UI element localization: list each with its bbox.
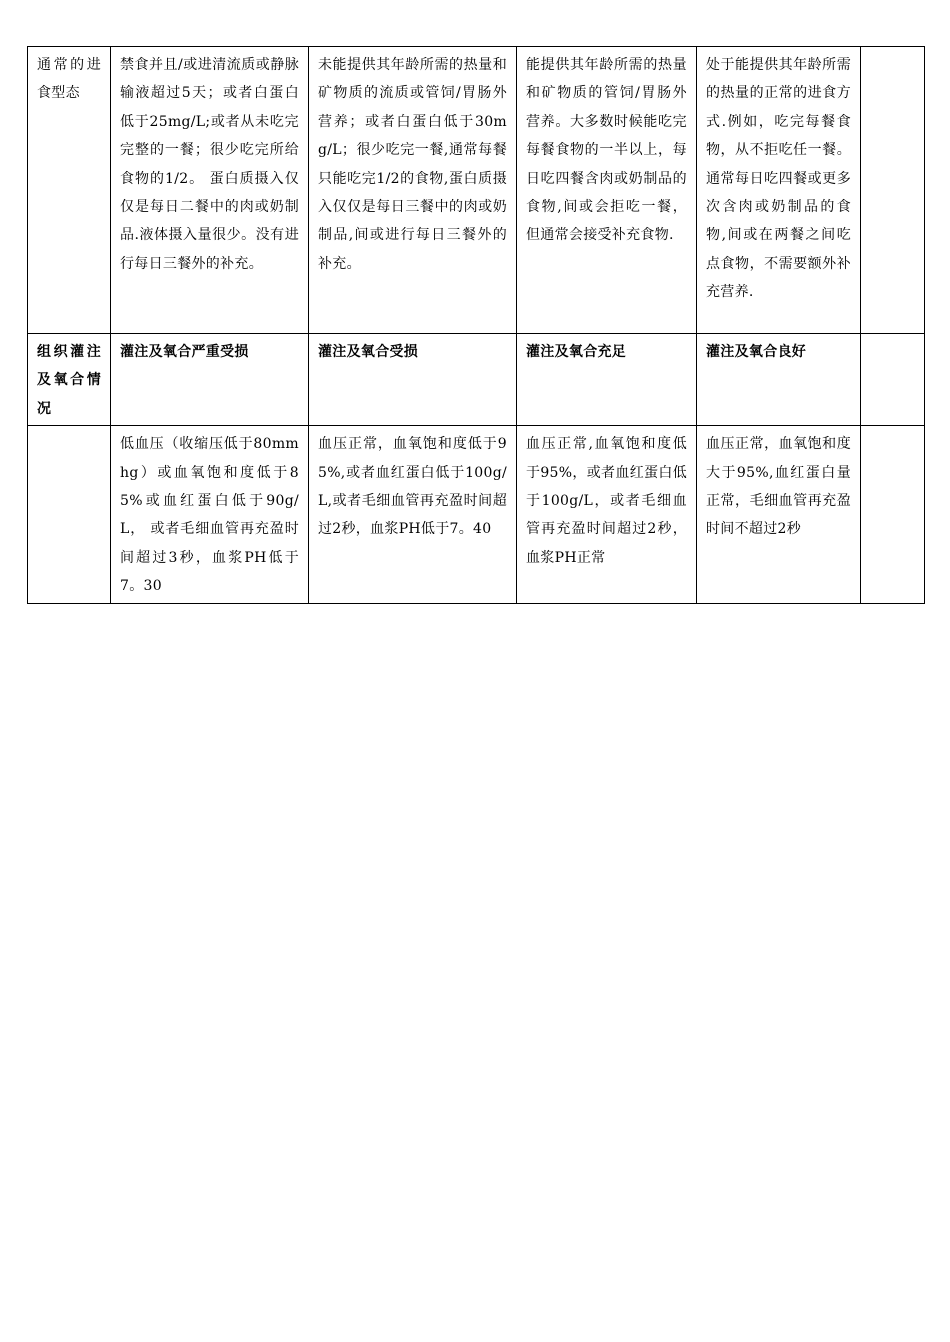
table-row-feeding-pattern (28, 47, 925, 334)
perfusion-level-2-detail: 血压正常，血氧饱和度低于95%,或者血红蛋白低于100g/L,或者毛细血管再充盈时间超过2秒，血浆PH低于7。40 (309, 426, 517, 603)
score-3-cell: 能提供其年龄所需的热量和矿物质的管饲/胃肠外营养。大多数时候能吃完每餐食物的一半以上，每日吃四餐含肉或奶制品的食物,间或会拒吃一餐，但通常会接受补充食物. (517, 47, 697, 334)
row-label-feeding-pattern: 通常的进食型态 (28, 47, 111, 334)
perfusion-detail-blank-cell (861, 426, 925, 603)
score-blank-cell (861, 47, 925, 334)
perfusion-level-4-heading: 灌注及氧合良好 (697, 334, 861, 426)
perfusion-level-1-detail: 低血压（收缩压低于80mmhg）或血氧饱和度低于85%或血红蛋白低于90g/L， 或者毛细血管再充盈时间超过3秒，血浆PH低于7。30 (111, 426, 309, 603)
table-row-perfusion-header (28, 334, 925, 426)
assessment-table (27, 46, 925, 604)
perfusion-level-4-detail: 血压正常，血氧饱和度大于95%,血红蛋白量正常，毛细血管再充盈时间不超过2秒 (697, 426, 861, 603)
perfusion-level-2-heading: 灌注及氧合受损 (309, 334, 517, 426)
score-2-cell: 未能提供其年龄所需的热量和矿物质的流质或管饲/胃肠外营养；或者白蛋白低于30mg/L；很少吃完一餐,通常每餐只能吃完1/2的食物,蛋白质摄入仅仅是每日三餐中的肉或奶制品,间或进行每日三餐外的补充。 (309, 47, 517, 334)
score-1-cell: 禁食并且/或进清流质或静脉输液超过5天；或者白蛋白低于25mg/L;或者从未吃完完整的一餐；很少吃完所给食物的1/2。 蛋白质摄入仅仅是每日二餐中的肉或奶制品.液体摄入量很少。没有进行每日三餐外的补充。 (111, 47, 309, 334)
score-4-cell: 处于能提供其年龄所需的热量的正常的进食方式.例如，吃完每餐食物，从不拒吃任一餐。通常每日吃四餐或更多次含肉或奶制品的食物,间或在两餐之间吃点食物，不需要额外补充营养. (697, 47, 861, 334)
row-label-empty (28, 426, 111, 603)
perfusion-level-1-heading: 灌注及氧合严重受损 (111, 334, 309, 426)
row-label-perfusion: 组织灌注及氧合情况 (28, 334, 111, 426)
perfusion-blank-cell (861, 334, 925, 426)
perfusion-level-3-heading: 灌注及氧合充足 (517, 334, 697, 426)
perfusion-level-3-detail: 血压正常,血氧饱和度低于95%，或者血红蛋白低于100g/L，或者毛细血管再充盈时间超过2秒，血浆PH正常 (517, 426, 697, 603)
table-row-perfusion-detail (28, 426, 925, 603)
